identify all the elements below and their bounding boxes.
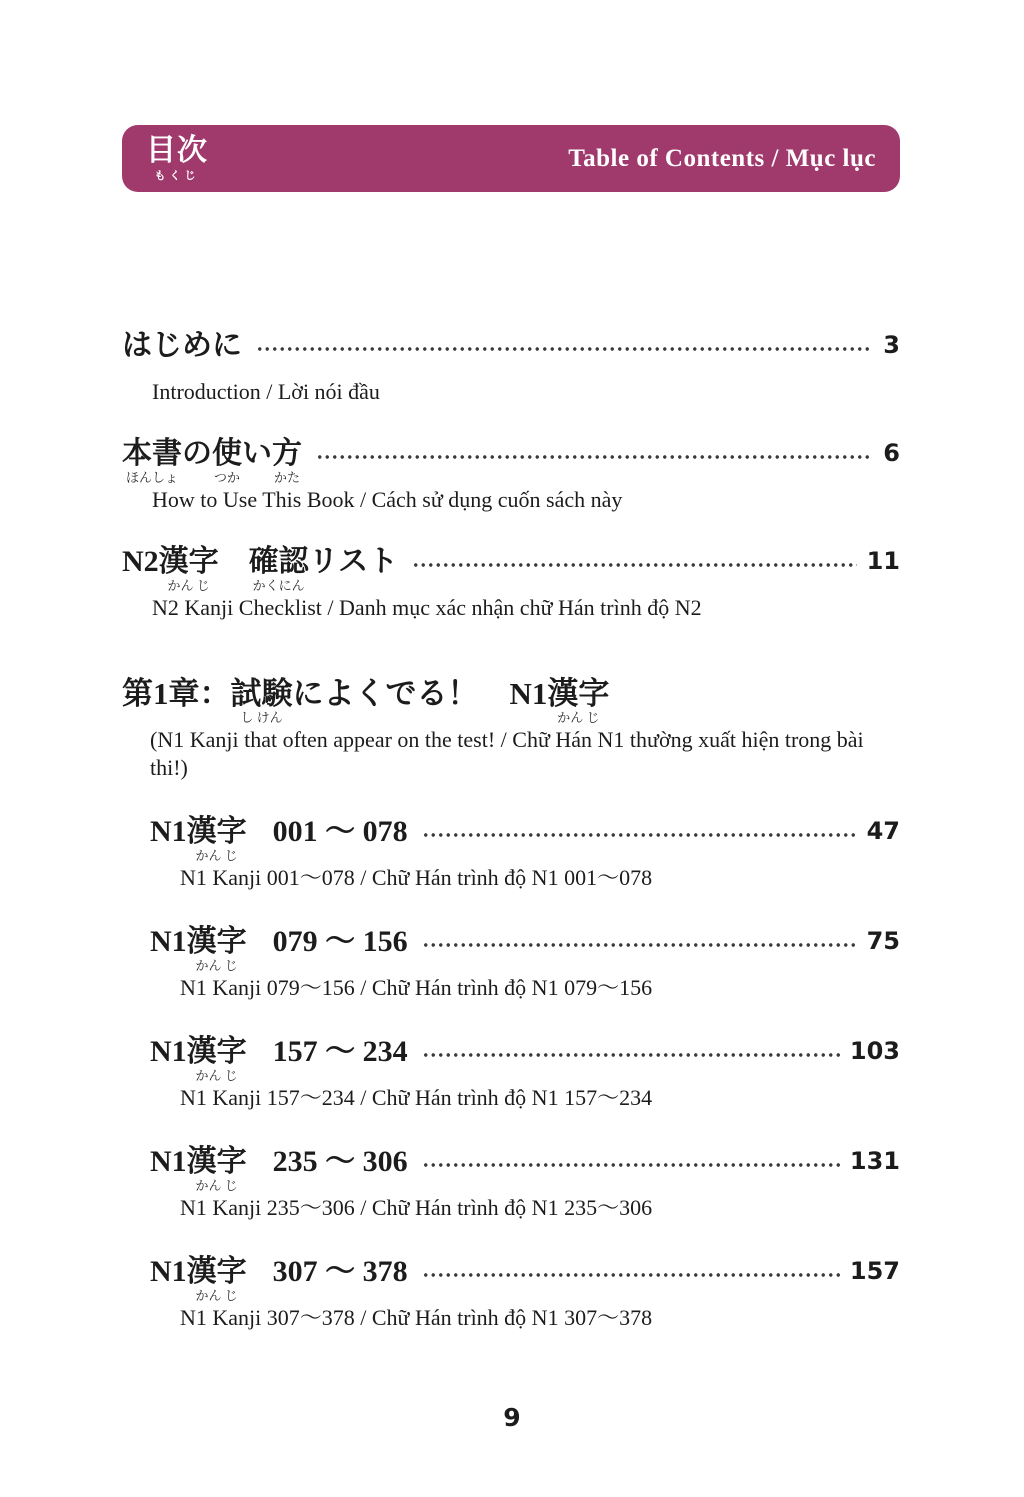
header-band	[122, 125, 900, 192]
toc-entry-n1-kanji-157-234	[150, 1034, 900, 1112]
entry-subtitle: N1 Kanji 001～078 / Chữ Hán trình độ N1 001～078	[180, 865, 653, 890]
chapter-title-furigana: し けん	[240, 710, 283, 725]
header-title-translation: Table of Contents / Mục lục	[568, 144, 876, 172]
entry-subtitle: Introduction / Lời nói đầu	[152, 379, 380, 404]
entry-title	[122, 544, 398, 592]
entry-title-text: N1	[150, 1035, 187, 1068]
entry-title-furigana: つか	[213, 470, 240, 485]
header-title-kanji: 目次	[146, 133, 208, 168]
toc-entry-line	[150, 1144, 900, 1192]
dot-leader	[256, 328, 873, 364]
toc-entry-n1-kanji-001-078	[150, 814, 900, 892]
page-number: 131	[849, 1147, 900, 1175]
entry-title-text: 使	[212, 437, 242, 470]
toc-entry-line	[122, 328, 900, 376]
toc-entry-n1-kanji-079-156	[150, 924, 900, 1002]
entry-title-text: N1	[150, 815, 187, 848]
entry-title	[150, 1254, 408, 1302]
page-number: 103	[849, 1037, 900, 1065]
entry-title-text: 漢字	[186, 925, 247, 958]
toc-entry-introduction	[122, 328, 900, 406]
entry-title-text	[219, 544, 249, 580]
entry-title-text: リスト	[308, 545, 399, 578]
toc-entry-n2-checklist	[122, 544, 900, 622]
entry-range: 307 ～ 378	[272, 1255, 408, 1288]
page-number: 3	[883, 331, 900, 359]
entry-subtitle: N1 Kanji 307～378 / Chữ Hán trình độ N1 307～378	[180, 1305, 653, 1330]
entry-title-text: はじめに	[122, 329, 242, 362]
entry-title-text: 漢字	[186, 1255, 247, 1288]
chapter-subtitle: (N1 Kanji that often appear on the test! / Chữ Hán N1 thường xuất hiện trong bài thi!)	[150, 727, 864, 780]
entry-range: 157 ～ 234	[272, 1035, 408, 1068]
dot-leader	[412, 544, 857, 580]
entry-title-furigana: かん じ	[195, 848, 238, 863]
entry-subtitle: N1 Kanji 079～156 / Chữ Hán trình độ N1 079～156	[180, 975, 653, 1000]
entry-range: 079 ～ 156	[272, 925, 408, 958]
entry-title-furigana: かくにん	[252, 578, 305, 593]
entry-title-text: N2	[122, 545, 159, 578]
entry-title-furigana: かん じ	[195, 958, 238, 973]
toc-list	[122, 298, 900, 1332]
chapter-title-text: によくでる！	[292, 676, 510, 711]
dot-leader	[422, 924, 857, 960]
toc-entry-line	[122, 436, 900, 484]
entry-range: 235 ～ 306	[272, 1145, 408, 1178]
entry-title-furigana: かた	[273, 470, 300, 485]
dot-leader	[422, 1144, 840, 1180]
entry-title-text: N1	[150, 925, 187, 958]
page-number: 157	[849, 1257, 900, 1285]
entry-title	[150, 1144, 408, 1192]
page-number: 6	[883, 439, 900, 467]
page-number: 75	[866, 927, 900, 955]
entry-title-text: 漢字	[186, 815, 247, 848]
toc-entry-line	[150, 924, 900, 972]
page-number: 11	[866, 547, 900, 575]
entry-title-text: 漢字	[186, 1035, 247, 1068]
entry-subtitle: N1 Kanji 157～234 / Chữ Hán trình độ N1 157～234	[180, 1085, 653, 1110]
chapter-title	[122, 676, 609, 724]
chapter-heading-line	[122, 676, 900, 724]
header-title-furigana: もくじ	[154, 169, 200, 182]
entry-title	[122, 328, 242, 376]
dot-leader	[422, 1254, 840, 1290]
toc-entry-line	[150, 1254, 900, 1302]
toc-entry-how-to-use	[122, 436, 900, 514]
toc-entry-n1-kanji-307-378	[150, 1254, 900, 1332]
entry-title-text: N1	[150, 1255, 187, 1288]
entry-range: 001 ～ 078	[272, 815, 408, 848]
toc-entry-line	[150, 1034, 900, 1082]
entry-title-furigana: かん じ	[167, 578, 210, 593]
entry-title-text: 確認	[248, 545, 309, 578]
entry-title-text: N1	[150, 1145, 187, 1178]
entry-title-text: 方	[272, 437, 302, 470]
entry-title-text: 漢字	[158, 545, 219, 578]
entry-title-text: い	[242, 437, 272, 470]
entry-title	[150, 924, 408, 972]
toc-entry-n1-kanji-235-306	[150, 1144, 900, 1222]
chapter-title-text: 試験	[230, 676, 293, 711]
footer-page-number: 9	[503, 1403, 521, 1432]
entry-title-text: の	[182, 437, 212, 470]
entry-subtitle: N1 Kanji 235～306 / Chữ Hán trình độ N1 235～306	[180, 1195, 653, 1220]
entry-subtitle: N2 Kanji Checklist / Danh mục xác nhận chữ Hán trình độ N2	[152, 595, 702, 620]
entry-title-text: 本書	[122, 437, 182, 470]
dot-leader	[316, 436, 873, 472]
chapter-title-furigana: かん じ	[557, 710, 600, 725]
entry-title-text: 漢字	[186, 1145, 247, 1178]
chapter-title-text: N1	[509, 676, 548, 711]
entry-title-furigana: ほんしょ	[125, 470, 178, 485]
toc-entry-line	[122, 544, 900, 592]
header-title	[146, 133, 208, 182]
entry-title-furigana: かん じ	[195, 1178, 238, 1193]
entry-title-furigana: かん じ	[195, 1068, 238, 1083]
chapter-title-text: 漢字	[547, 676, 610, 711]
entry-subtitle: How to Use This Book / Cách sử dụng cuốn sách này	[152, 487, 623, 512]
entry-title	[150, 1034, 408, 1082]
dot-leader	[422, 814, 857, 850]
page-number: 47	[866, 817, 900, 845]
entry-title	[122, 436, 302, 484]
chapter-heading	[122, 676, 900, 782]
entry-title-furigana: かん じ	[195, 1288, 238, 1303]
toc-entry-line	[150, 814, 900, 862]
dot-leader	[422, 1034, 840, 1070]
chapter-title-text: 第1章：	[122, 676, 231, 711]
entry-title	[150, 814, 408, 862]
